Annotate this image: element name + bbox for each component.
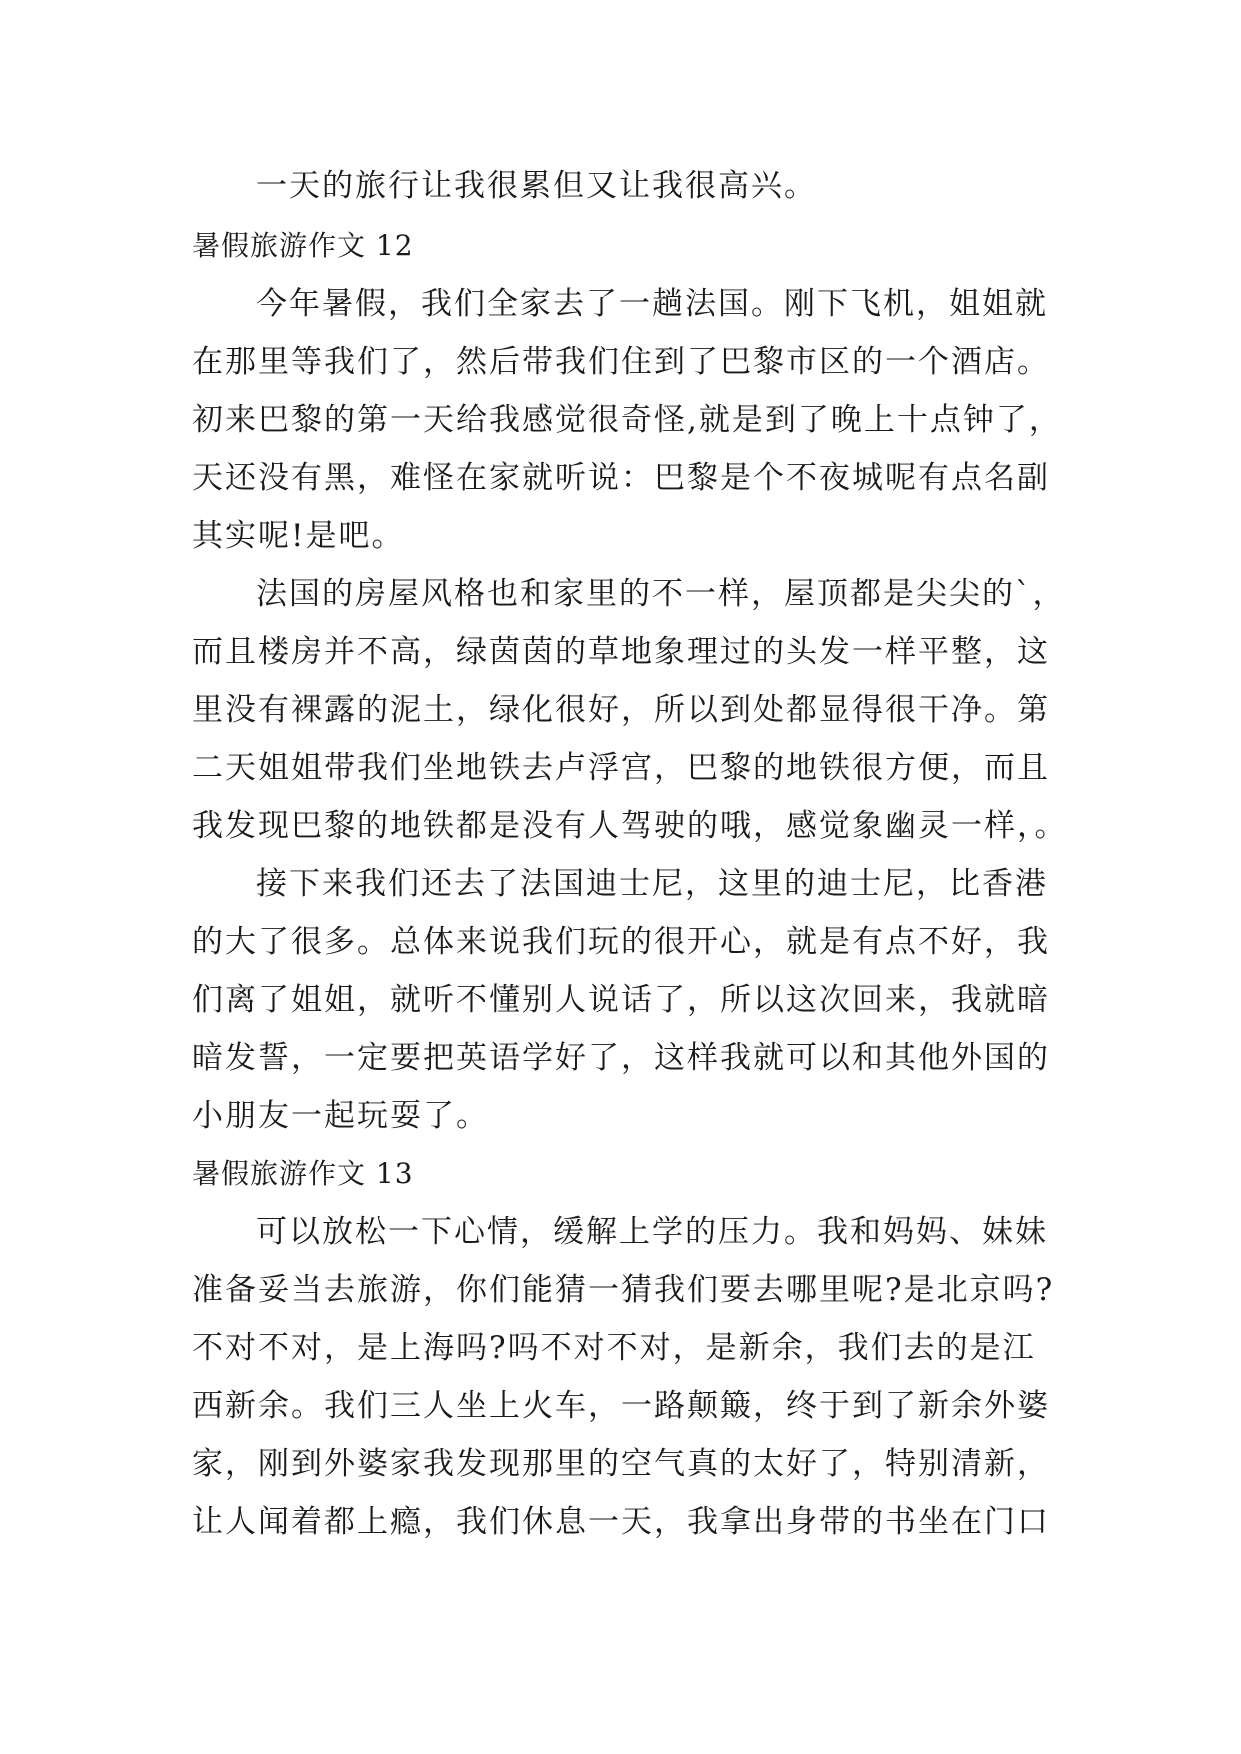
text-line: 今年暑假，我们全家去了一趟法国。刚下飞机，姐姐就	[256, 286, 1048, 322]
text-line: 法国的房屋风格也和家里的不一样，屋顶都是尖尖的`，	[256, 576, 1066, 612]
text-line: 天还没有黑，难怪在家就听说：巴黎是个不夜城呢有点名副	[192, 460, 1050, 496]
text-line: 准备妥当去旅游，你们能猜一猜我们要去哪里呢?是北京吗?	[192, 1272, 1055, 1308]
text-line: 其实呢!是吧。	[192, 518, 405, 554]
text-line: 西新余。我们三人坐上火车，一路颠簸，终于到了新余外婆	[192, 1388, 1050, 1424]
text-line: 我发现巴黎的地铁都是没有人驾驶的哦，感觉象幽灵一样，。	[192, 808, 1068, 844]
text-line: 接下来我们还去了法国迪士尼，这里的迪士尼，比香港	[256, 866, 1048, 902]
text-line: 初来巴黎的第一天给我感觉很奇怪,就是到了晚上十点钟了，	[192, 402, 1062, 438]
text-line: 小朋友一起玩耍了。	[192, 1098, 489, 1134]
text-line: 的大了很多。总体来说我们玩的很开心，就是有点不好，我	[192, 924, 1050, 960]
section-heading: 暑假旅游作文 12	[192, 229, 414, 262]
text-line: 在那里等我们了，然后带我们住到了巴黎市区的一个酒店。	[192, 344, 1050, 380]
text-line: 里没有裸露的泥土，绿化很好，所以到处都显得很干净。第	[192, 692, 1050, 728]
text-line: 家，刚到外婆家我发现那里的空气真的太好了，特别清新，	[192, 1446, 1050, 1482]
text-line: 不对不对，是上海吗?吗不对不对，是新余，我们去的是江	[192, 1330, 1036, 1366]
text-line: 一天的旅行让我很累但又让我很高兴。	[256, 168, 817, 204]
text-line: 而且楼房并不高，绿茵茵的草地象理过的头发一样平整，这	[192, 634, 1050, 670]
text-line: 让人闻着都上瘾，我们休息一天，我拿出身带的书坐在门口	[192, 1504, 1050, 1540]
text-line: 二天姐姐带我们坐地铁去卢浮宫，巴黎的地铁很方便，而且	[192, 750, 1050, 786]
text-line: 们离了姐姐，就听不懂别人说话了，所以这次回来，我就暗	[192, 982, 1050, 1018]
section-heading: 暑假旅游作文 13	[192, 1157, 414, 1190]
text-line: 暗发誓，一定要把英语学好了，这样我就可以和其他外国的	[192, 1040, 1050, 1076]
text-line: 可以放松一下心情，缓解上学的压力。我和妈妈、妹妹	[256, 1214, 1048, 1250]
